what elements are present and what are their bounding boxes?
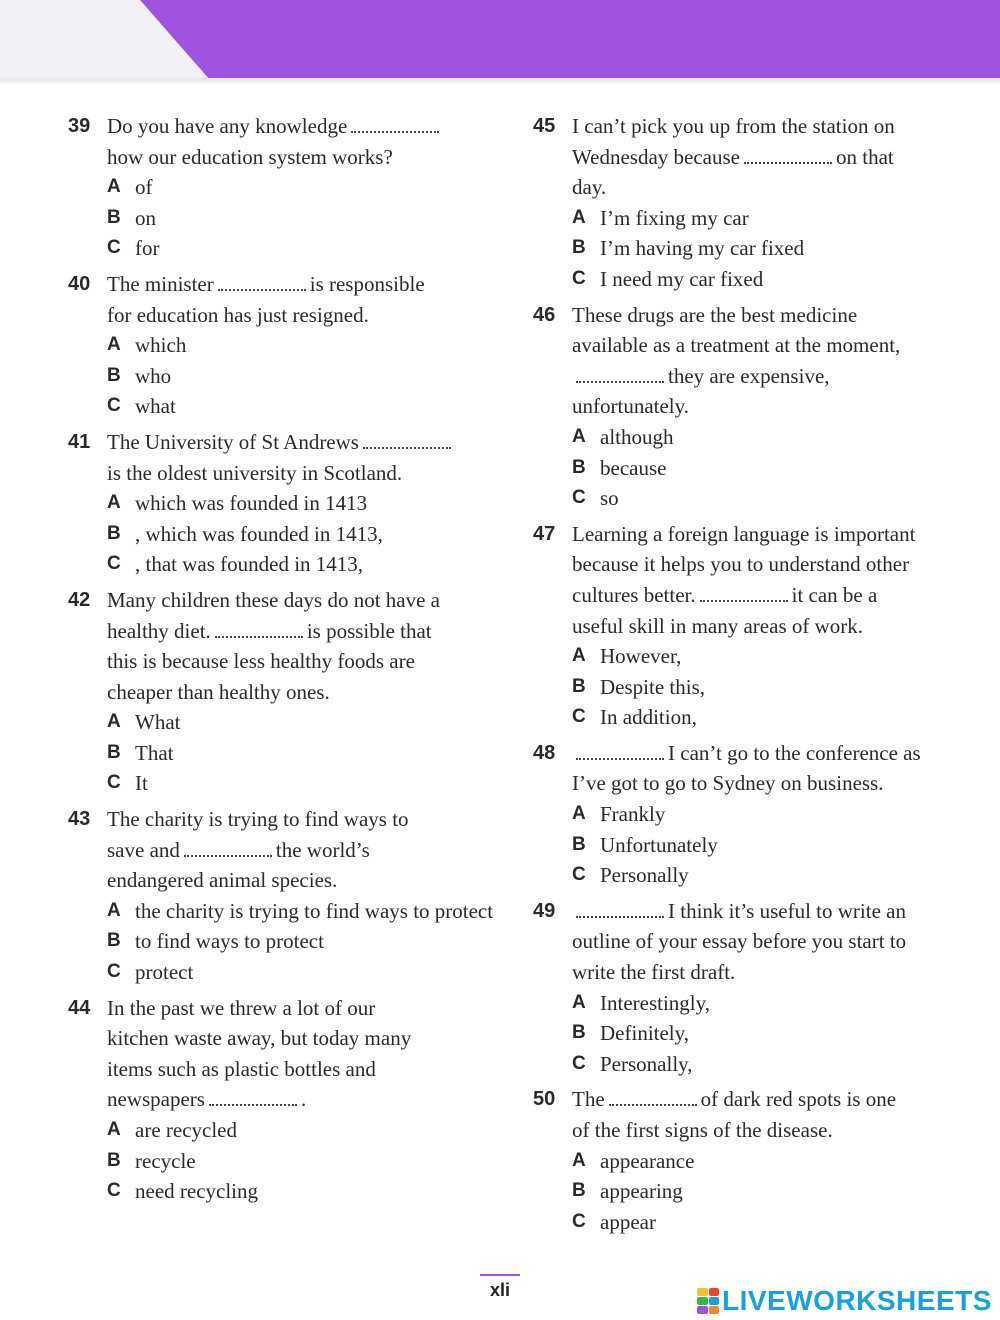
option-text: of bbox=[135, 175, 153, 200]
option-text: who bbox=[135, 363, 172, 388]
question-number: 48 bbox=[533, 741, 556, 764]
question-44 bbox=[60, 993, 500, 1207]
question-stem bbox=[572, 738, 965, 799]
option-c[interactable] bbox=[572, 1207, 965, 1238]
option-b[interactable] bbox=[572, 1176, 965, 1207]
question-number: 46 bbox=[533, 303, 556, 326]
option-b[interactable] bbox=[107, 203, 500, 234]
option-letter: B bbox=[572, 1022, 586, 1044]
answer-blank[interactable] bbox=[609, 1090, 697, 1106]
option-letter: C bbox=[572, 267, 586, 289]
option-text: need recycling bbox=[135, 1179, 259, 1204]
option-text: I’m having my car fixed bbox=[600, 236, 805, 261]
option-letter: A bbox=[572, 645, 586, 667]
option-text: which was founded in 1413 bbox=[135, 491, 368, 516]
question-stem bbox=[572, 300, 965, 422]
option-b[interactable] bbox=[572, 830, 965, 861]
option-letter: B bbox=[572, 237, 586, 259]
option-b[interactable] bbox=[107, 1146, 500, 1177]
option-c[interactable] bbox=[107, 391, 500, 422]
stem-text-after: I can’t go to the conference as I’ve got to go to Sydney on business. bbox=[572, 740, 921, 796]
option-b[interactable] bbox=[107, 926, 500, 957]
header-banner bbox=[0, 0, 1000, 80]
question-stem bbox=[107, 993, 500, 1115]
stem-text-before: The University of St Andrews bbox=[107, 429, 359, 454]
option-letter: C bbox=[107, 553, 121, 575]
option-text: are recycled bbox=[135, 1118, 237, 1142]
option-text: Unfortunately bbox=[600, 832, 718, 857]
question-stem bbox=[107, 269, 500, 330]
answer-blank[interactable] bbox=[215, 622, 303, 638]
question-number: 40 bbox=[68, 272, 91, 295]
option-b[interactable] bbox=[107, 738, 500, 769]
question-stem bbox=[572, 896, 965, 988]
answer-blank[interactable] bbox=[576, 367, 664, 383]
question-stem bbox=[107, 427, 500, 488]
option-c[interactable] bbox=[572, 860, 965, 891]
stem-text-after: on that day. bbox=[572, 144, 894, 200]
option-text: Despite this, bbox=[600, 674, 705, 699]
question-41 bbox=[60, 427, 500, 580]
option-c[interactable] bbox=[107, 1176, 500, 1207]
option-c[interactable] bbox=[572, 264, 965, 295]
answer-blank[interactable] bbox=[184, 841, 272, 857]
answer-blank[interactable] bbox=[351, 117, 439, 133]
option-letter: B bbox=[107, 930, 121, 952]
page-number-rule bbox=[480, 1274, 520, 1276]
stem-text-before: The minister bbox=[107, 271, 214, 296]
option-letter: B bbox=[107, 1149, 121, 1171]
answer-blank[interactable] bbox=[218, 275, 306, 291]
option-letter: B bbox=[572, 456, 586, 478]
option-a[interactable] bbox=[107, 1115, 500, 1146]
left-column bbox=[60, 111, 500, 1212]
question-number: 44 bbox=[68, 996, 91, 1019]
stem-text-before: Learning a foreign language is important because it helps you to understand other cultures better. bbox=[572, 521, 916, 607]
option-a[interactable] bbox=[572, 422, 965, 453]
option-text: That bbox=[135, 740, 174, 765]
question-stem bbox=[572, 519, 965, 641]
question-stem bbox=[107, 585, 500, 707]
option-b[interactable] bbox=[572, 453, 965, 484]
option-b[interactable] bbox=[107, 361, 500, 392]
question-39 bbox=[60, 111, 500, 264]
option-text: Interestingly, bbox=[600, 990, 711, 1015]
option-text: In addition, bbox=[600, 705, 697, 730]
option-text: Frankly bbox=[600, 802, 666, 827]
option-text: to find ways to protect bbox=[135, 929, 324, 954]
option-letter: A bbox=[107, 711, 121, 733]
question-46 bbox=[525, 300, 965, 514]
option-text: It bbox=[135, 771, 148, 796]
option-letter: B bbox=[107, 741, 121, 763]
option-text: for bbox=[135, 236, 160, 261]
option-letter: A bbox=[572, 425, 586, 447]
stem-text-before: The charity is trying to find ways to save and bbox=[107, 807, 409, 862]
option-b[interactable] bbox=[572, 1018, 965, 1049]
option-letter: B bbox=[572, 1180, 586, 1202]
option-b[interactable] bbox=[107, 519, 500, 550]
option-letter: A bbox=[107, 176, 121, 198]
option-c[interactable] bbox=[107, 233, 500, 264]
option-letter: B bbox=[107, 522, 121, 544]
option-letter: B bbox=[107, 364, 121, 386]
brand-wordmark: LIVEWORKSHEETS bbox=[722, 1285, 992, 1316]
option-text: , which was founded in 1413, bbox=[135, 521, 383, 546]
question-stem bbox=[107, 111, 500, 172]
option-letter: A bbox=[107, 492, 121, 514]
stem-text-after: of dark red spots is one of the first signs of the disease. bbox=[572, 1087, 897, 1142]
option-text: Definitely, bbox=[600, 1021, 690, 1046]
option-c[interactable] bbox=[572, 702, 965, 733]
option-text: What bbox=[135, 710, 181, 735]
option-letter: C bbox=[107, 961, 121, 983]
stem-text-before: In the past we threw a lot of our kitchen waste away, but today many items such as plastic bottles and newspapers bbox=[107, 995, 412, 1112]
stem-text-after: it can be a useful skill in many areas of work. bbox=[572, 582, 878, 638]
question-48 bbox=[525, 738, 965, 891]
option-b[interactable] bbox=[572, 233, 965, 264]
option-a[interactable] bbox=[107, 330, 500, 361]
option-a[interactable] bbox=[107, 488, 500, 519]
option-letter: C bbox=[107, 237, 121, 259]
option-letter: A bbox=[107, 334, 121, 356]
question-number: 42 bbox=[68, 588, 91, 611]
option-a[interactable] bbox=[572, 799, 965, 830]
question-stem bbox=[572, 111, 965, 203]
option-letter: C bbox=[107, 1180, 121, 1202]
option-letter: A bbox=[107, 1119, 121, 1140]
option-a[interactable] bbox=[107, 172, 500, 203]
stem-text-after: I think it’s useful to write an outline of your essay before you start to write the first draft. bbox=[572, 898, 907, 985]
option-letter: A bbox=[572, 991, 586, 1013]
option-text: However, bbox=[600, 644, 682, 669]
option-text: appear bbox=[600, 1209, 656, 1234]
option-a[interactable] bbox=[107, 896, 500, 927]
option-letter: A bbox=[572, 803, 586, 825]
option-text: I need my car fixed bbox=[600, 266, 764, 291]
question-number: 47 bbox=[533, 522, 556, 545]
stem-text-before: Do you have any knowledge bbox=[107, 114, 348, 138]
stem-text-before: The bbox=[572, 1087, 605, 1112]
liveworksheets-logo-icon bbox=[697, 1288, 719, 1314]
stem-text-after: is the oldest university in Scotland. bbox=[107, 460, 403, 485]
stem-text-after: is responsible for education has just resigned. bbox=[107, 271, 425, 327]
right-column bbox=[525, 111, 965, 1242]
option-text: on bbox=[135, 205, 156, 230]
banner-shadow bbox=[0, 78, 1000, 86]
option-text: because bbox=[600, 455, 667, 480]
option-c[interactable] bbox=[572, 483, 965, 514]
option-text: which bbox=[135, 333, 187, 358]
answer-blank[interactable] bbox=[700, 586, 788, 602]
option-text: Personally bbox=[600, 863, 689, 888]
option-text: protect bbox=[135, 960, 194, 985]
option-text: I’m fixing my car bbox=[600, 205, 749, 230]
question-number: 43 bbox=[68, 808, 91, 831]
stem-text-after: . bbox=[300, 1087, 307, 1112]
option-letter: A bbox=[107, 899, 121, 921]
question-number: 45 bbox=[533, 115, 556, 137]
option-c[interactable] bbox=[107, 549, 500, 580]
stem-text-after: the world’s endangered animal species. bbox=[107, 837, 370, 893]
option-letter: C bbox=[107, 772, 121, 794]
question-43 bbox=[60, 804, 500, 988]
option-a[interactable] bbox=[107, 707, 500, 738]
question-42 bbox=[60, 585, 500, 799]
option-a[interactable] bbox=[572, 1146, 965, 1177]
option-b[interactable] bbox=[572, 672, 965, 703]
banner-purple-band bbox=[140, 0, 1000, 80]
stem-text-before: These drugs are the best medicine available as a treatment at the moment, bbox=[572, 302, 901, 358]
option-letter: A bbox=[572, 1149, 586, 1171]
option-letter: C bbox=[572, 864, 586, 886]
option-text: so bbox=[600, 486, 619, 511]
option-letter: B bbox=[572, 833, 586, 855]
option-text: Personally, bbox=[600, 1051, 693, 1076]
option-letter: B bbox=[572, 675, 586, 697]
question-stem bbox=[107, 804, 500, 896]
option-text: although bbox=[600, 424, 674, 449]
option-letter: C bbox=[572, 1210, 586, 1232]
question-stem bbox=[572, 1084, 965, 1145]
page-footer bbox=[470, 1274, 530, 1301]
question-50 bbox=[525, 1084, 965, 1237]
question-number: 39 bbox=[68, 115, 91, 137]
liveworksheets-brand[interactable] bbox=[697, 1285, 992, 1317]
answer-blank[interactable] bbox=[576, 744, 664, 760]
stem-text-after: is possible that this is because less healthy foods are cheaper than healthy ones. bbox=[107, 618, 432, 704]
option-text: recycle bbox=[135, 1148, 196, 1173]
option-c[interactable] bbox=[107, 768, 500, 799]
question-number: 50 bbox=[533, 1088, 556, 1111]
answer-blank[interactable] bbox=[744, 148, 832, 164]
option-letter: C bbox=[572, 706, 586, 728]
stem-text-after: they are expensive, unfortunately. bbox=[572, 363, 830, 419]
page-number: xli bbox=[489, 1280, 510, 1300]
question-45 bbox=[525, 111, 965, 295]
option-text: what bbox=[135, 394, 176, 419]
answer-blank[interactable] bbox=[363, 433, 451, 449]
answer-blank[interactable] bbox=[209, 1090, 297, 1106]
option-a[interactable] bbox=[572, 641, 965, 672]
question-49 bbox=[525, 896, 965, 1080]
option-c[interactable] bbox=[107, 957, 500, 988]
question-40 bbox=[60, 269, 500, 422]
answer-blank[interactable] bbox=[576, 902, 664, 918]
option-letter: B bbox=[107, 206, 121, 228]
question-number: 49 bbox=[533, 899, 556, 922]
option-letter: C bbox=[572, 1052, 586, 1074]
question-number: 41 bbox=[68, 430, 91, 453]
option-a[interactable] bbox=[572, 203, 965, 234]
option-letter: C bbox=[572, 487, 586, 509]
option-text: appearance bbox=[600, 1148, 695, 1173]
question-47 bbox=[525, 519, 965, 733]
option-a[interactable] bbox=[572, 988, 965, 1019]
option-text: , that was founded in 1413, bbox=[135, 552, 364, 577]
option-text: appearing bbox=[600, 1179, 683, 1204]
option-text: the charity is trying to find ways to protect bbox=[135, 898, 494, 923]
stem-text-before: I can’t pick you up from the station on Wednesday because bbox=[572, 114, 895, 169]
stem-text-before: Many children these days do not have a healthy diet. bbox=[107, 587, 440, 643]
option-letter: A bbox=[572, 206, 586, 228]
option-c[interactable] bbox=[572, 1049, 965, 1080]
stem-text-after: how our education system works? bbox=[107, 144, 393, 169]
option-letter: C bbox=[107, 395, 121, 417]
